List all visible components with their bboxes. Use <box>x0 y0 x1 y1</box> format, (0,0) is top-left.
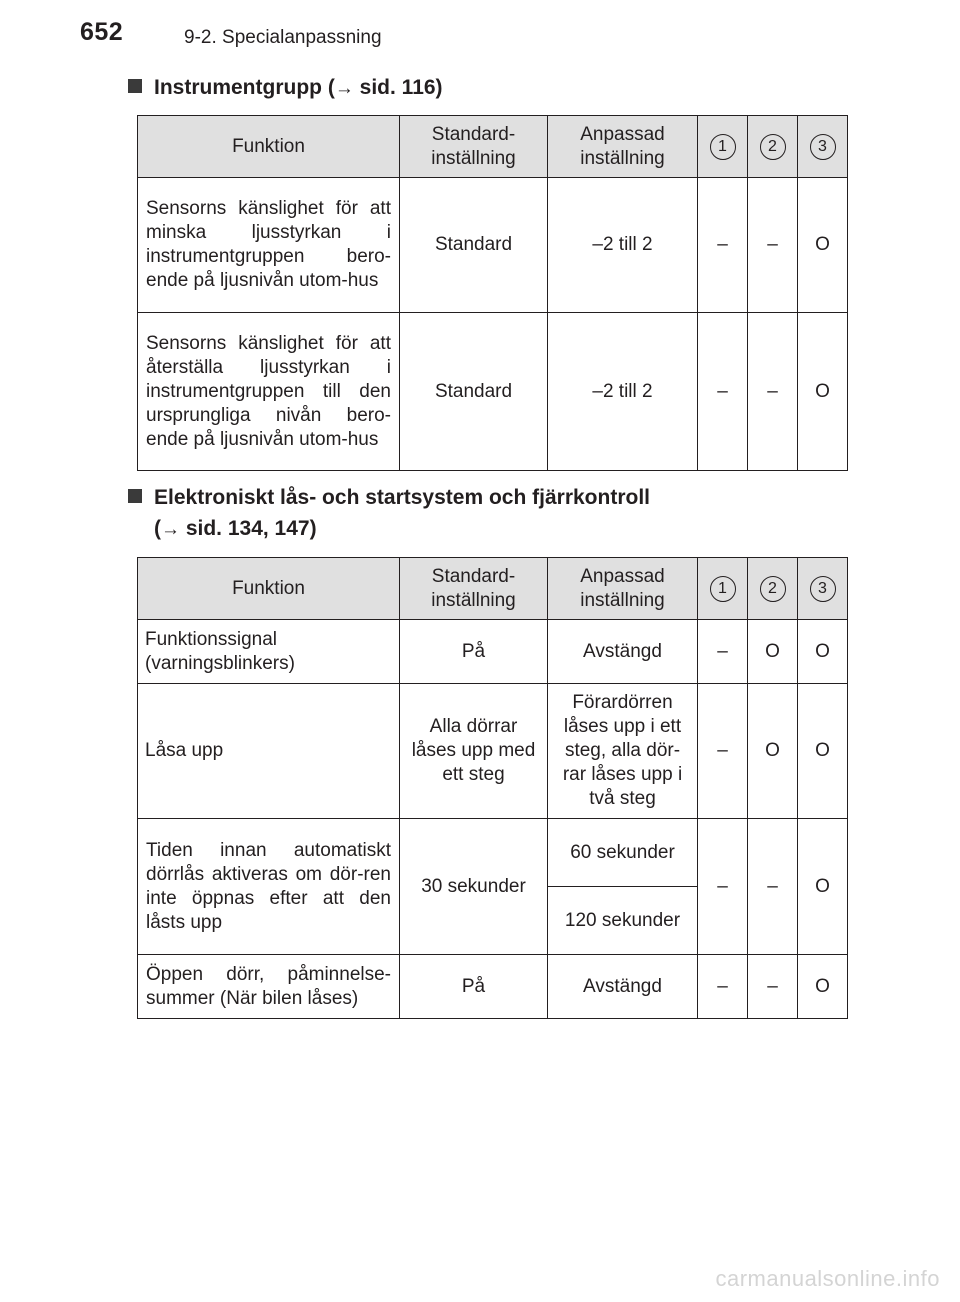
method-2-cell: O <box>748 620 798 684</box>
page-reference[interactable]: sid. 134, 147) <box>180 517 317 540</box>
table-header-row <box>138 116 848 178</box>
header-custom-setting: Anpassad inställning <box>548 116 698 178</box>
method-3-cell: O <box>798 819 848 955</box>
header-method-1 <box>698 558 748 620</box>
header-method-3 <box>798 116 848 178</box>
square-bullet-icon <box>128 79 142 93</box>
method-2-cell: O <box>748 684 798 819</box>
table-row <box>138 819 848 887</box>
table-row <box>138 955 848 1019</box>
header-method-1 <box>698 116 748 178</box>
function-cell: Sensorns känslighet för att minska ljusstyrkan i instrumentgruppen bero-ende på ljusnivån utom-hus <box>138 178 400 313</box>
default-cell: Alla dörrar låses upp med ett steg <box>400 684 548 819</box>
default-cell: Standard <box>400 313 548 471</box>
custom-cell: –2 till 2 <box>548 313 698 471</box>
function-cell: Öppen dörr, påminnelse-summer (När bilen låses) <box>138 955 400 1019</box>
table-header-row <box>138 558 848 620</box>
function-cell: Sensorns känslighet för att återställa ljusstyrkan i instrumentgruppen till den ursprungliga nivån bero-ende på ljusnivån utom-hus <box>138 313 400 471</box>
header-default-setting: Standard- inställning <box>400 116 548 178</box>
method-1-cell: – <box>698 313 748 471</box>
section-heading-instrument-cluster: Instrumentgrupp (→ sid. 116) <box>128 72 443 104</box>
header-method-3 <box>798 558 848 620</box>
function-cell: Tiden innan automatiskt dörrlås aktiveras om dör-ren inte öppnas efter att den låsts upp <box>138 819 400 955</box>
header-method-2 <box>748 116 798 178</box>
header-function: Funktion <box>138 116 400 178</box>
method-2-cell: – <box>748 819 798 955</box>
custom-cell: Avstängd <box>548 955 698 1019</box>
chapter-title: 9-2. Specialanpassning <box>184 27 382 48</box>
arrow-right-icon: → <box>161 519 180 540</box>
header-custom-setting: Anpassad inställning <box>548 558 698 620</box>
table-row <box>138 684 848 819</box>
default-cell: På <box>400 620 548 684</box>
table-row <box>138 620 848 684</box>
method-2-cell: – <box>748 313 798 471</box>
table-row <box>138 313 848 471</box>
header-function: Funktion <box>138 558 400 620</box>
header-method-2 <box>748 558 798 620</box>
method-1-cell: – <box>698 178 748 313</box>
method-3-cell: O <box>798 684 848 819</box>
header-default-setting: Standard- inställning <box>400 558 548 620</box>
method-2-cell: – <box>748 955 798 1019</box>
circled-number-2: 2 <box>760 576 786 602</box>
page-reference[interactable]: sid. 116) <box>353 76 443 99</box>
method-3-cell: O <box>798 955 848 1019</box>
page-header <box>0 0 960 60</box>
circled-number-1: 1 <box>710 576 736 602</box>
customization-table-instrument-cluster <box>137 115 848 471</box>
function-cell: Funktionssignal (varningsblinkers) <box>138 620 400 684</box>
custom-cell: Förardörren låses upp i ett steg, alla dör- rar låses upp i två steg <box>548 684 698 819</box>
method-3-cell: O <box>798 620 848 684</box>
method-1-cell: – <box>698 684 748 819</box>
page-number: 652 <box>80 18 124 46</box>
customization-table-smart-key <box>137 557 848 1019</box>
circled-number-3: 3 <box>810 134 836 160</box>
method-1-cell: – <box>698 955 748 1019</box>
circled-number-3: 3 <box>810 576 836 602</box>
custom-cell: –2 till 2 <box>548 178 698 313</box>
square-bullet-icon <box>128 489 142 503</box>
circled-number-2: 2 <box>760 134 786 160</box>
method-3-cell: O <box>798 178 848 313</box>
method-1-cell: – <box>698 620 748 684</box>
custom-cell: Avstängd <box>548 620 698 684</box>
default-cell: På <box>400 955 548 1019</box>
method-2-cell: – <box>748 178 798 313</box>
method-3-cell: O <box>798 313 848 471</box>
custom-cell: 60 sekunder <box>548 819 698 887</box>
arrow-right-icon: → <box>334 78 354 99</box>
default-cell: Standard <box>400 178 548 313</box>
table-row <box>138 178 848 313</box>
function-cell: Låsa upp <box>138 684 400 819</box>
section-heading-smart-key: Elektroniskt lås- och startsystem och fjärrkontroll (→ sid. 134, 147) <box>128 482 650 545</box>
default-cell: 30 sekunder <box>400 819 548 955</box>
method-1-cell: – <box>698 819 748 955</box>
watermark: carmanualsonline.info <box>715 1266 940 1291</box>
circled-number-1: 1 <box>710 134 736 160</box>
custom-cell: 120 sekunder <box>548 887 698 955</box>
